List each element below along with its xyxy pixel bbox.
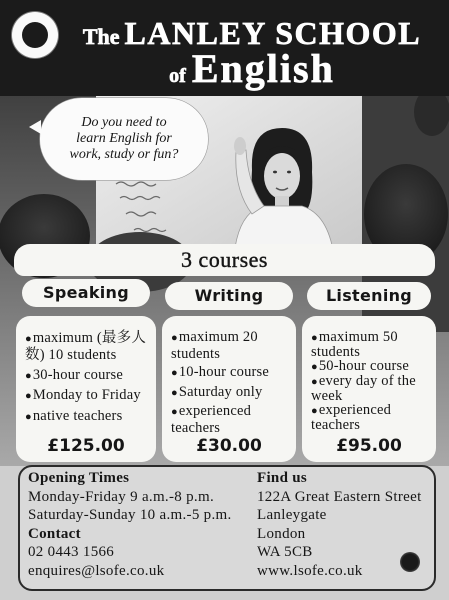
feature-item: ● maximum 20 students	[171, 330, 290, 362]
decorative-dot	[400, 552, 420, 572]
contact-email: enquires@lsofe.co.uk	[28, 562, 165, 579]
contact-phone: 02 0443 1566	[28, 544, 115, 561]
course-card-writing	[162, 316, 296, 462]
speech-bubble	[40, 98, 208, 180]
feature-list	[311, 330, 430, 432]
feature-item: ● experienced teachers	[171, 404, 290, 436]
address-line: 122A Great Eastern Street	[257, 488, 422, 505]
find-us-heading: Find us	[257, 470, 308, 486]
course-heading-speaking: Speaking	[22, 279, 150, 307]
feature-list	[25, 330, 150, 425]
course-price: £125.00	[47, 436, 125, 456]
address-line: Lanleygate	[257, 507, 327, 524]
logo-inner-circle	[22, 22, 48, 48]
address-column	[257, 469, 422, 581]
opening-times-line: Saturday-Sunday 10 a.m.-5 p.m.	[28, 507, 232, 524]
feature-item: ● Saturday only	[171, 385, 290, 402]
course-heading-listening: Listening	[307, 282, 431, 310]
address-line: WA 5CB	[257, 544, 313, 561]
website: www.lsofe.co.uk	[257, 562, 363, 579]
opening-contact-column	[28, 469, 232, 581]
feature-item: ● 50-hour course	[311, 359, 430, 374]
title-prefix: The	[82, 24, 120, 49]
feature-item: ● maximum (最多人数) 10 students	[25, 330, 150, 363]
course-price: £95.00	[336, 436, 402, 456]
feature-list	[171, 330, 290, 436]
subtitle-main: English	[191, 46, 335, 91]
info-panel	[18, 465, 436, 591]
feature-item: ● native teachers	[25, 408, 150, 425]
courses-banner: 3 courses	[14, 244, 435, 276]
opening-times-heading: Opening Times	[28, 470, 130, 486]
course-card-listening	[302, 316, 436, 462]
feature-item: ● experienced teachers	[311, 403, 430, 432]
title-main: LANLEY SCHOOL	[124, 15, 422, 51]
opening-times-line: Monday-Friday 9 a.m.-8 p.m.	[28, 488, 214, 505]
course-heading-writing: Writing	[165, 282, 293, 310]
school-subtitle	[62, 48, 442, 99]
feature-item: ● 10-hour course	[171, 365, 290, 382]
address-line: London	[257, 525, 306, 542]
speech-bubble-text: Do you need to learn English for work, study or fun?	[69, 115, 179, 162]
school-logo	[12, 12, 58, 58]
course-price: £30.00	[196, 436, 262, 456]
feature-item: ● 30-hour course	[25, 367, 150, 384]
feature-item: ● every day of the week	[311, 374, 430, 403]
feature-item: ● Monday to Friday	[25, 387, 150, 404]
feature-item: ● maximum 50 students	[311, 330, 430, 359]
contact-heading: Contact	[28, 525, 81, 542]
course-card-speaking	[16, 316, 156, 462]
subtitle-prefix: of	[169, 65, 186, 87]
